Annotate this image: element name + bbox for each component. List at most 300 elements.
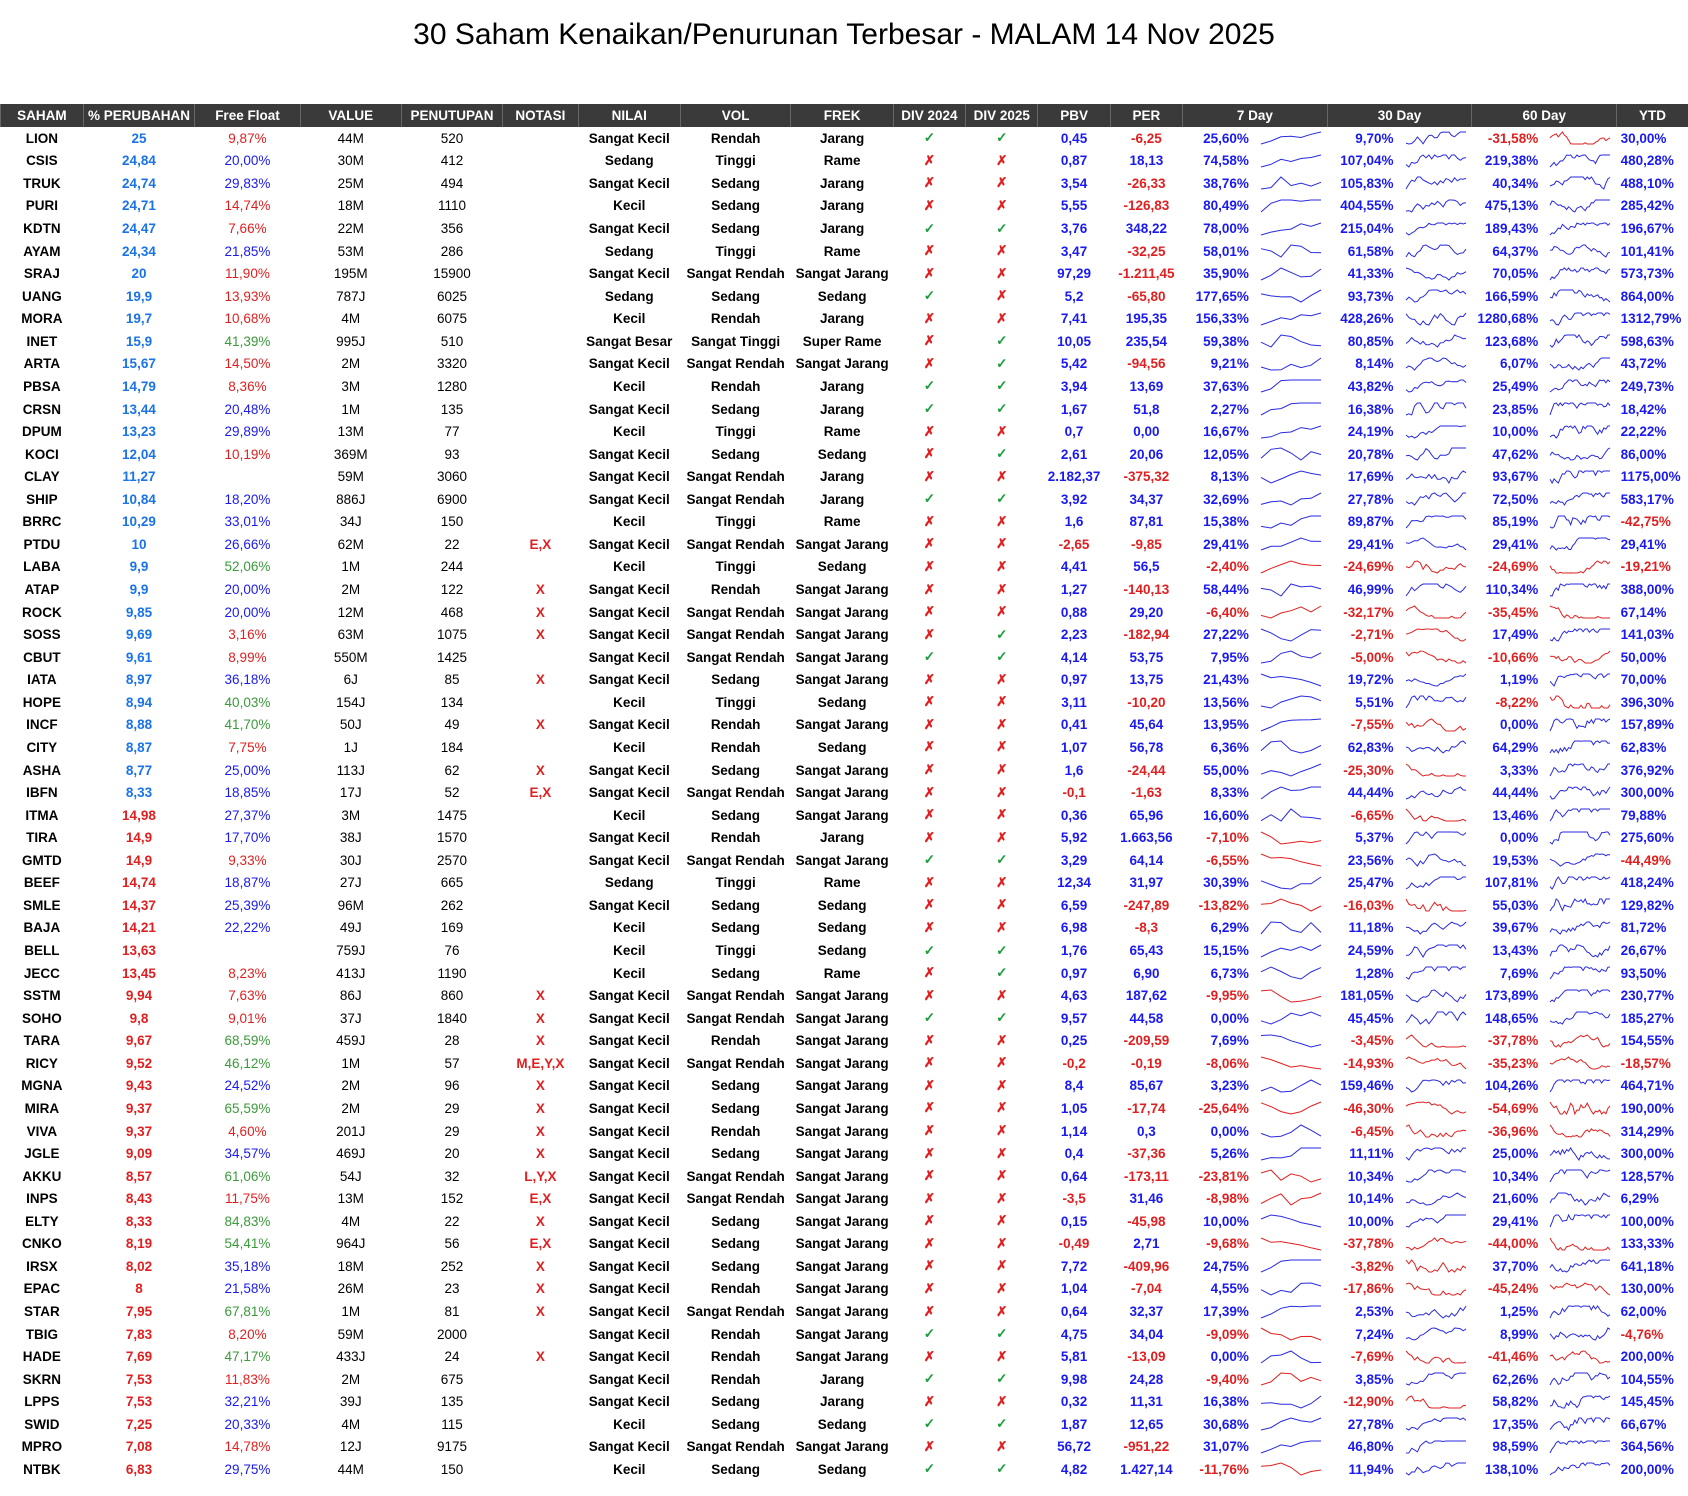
cell-penutupan: 150: [440, 514, 464, 530]
sparkline-cell: [1400, 1142, 1472, 1165]
cell-value: 154J: [336, 694, 366, 710]
cell-value: 59M: [337, 1326, 364, 1342]
sparkline-line: [1550, 245, 1610, 257]
cell-free-float: 11,83%: [225, 1371, 270, 1387]
sparkline-chart: [1404, 1077, 1468, 1095]
sparkline-chart: [1404, 761, 1468, 779]
cell-frek: Sangat Jarang: [795, 717, 889, 733]
cell-nilai: Kecil: [613, 965, 646, 981]
cell-60-day: 21,60%: [1492, 1191, 1539, 1207]
cell-value: 53M: [337, 243, 364, 259]
cell-pbv: 2,61: [1060, 446, 1088, 462]
cell-30-day: 27,78%: [1347, 1416, 1394, 1432]
cell-value: 54J: [339, 1168, 362, 1184]
sparkline-cell: [1544, 1300, 1616, 1323]
cell-30-day: 80,85%: [1347, 333, 1394, 349]
sparkline-cell: [1255, 353, 1327, 376]
sparkline-cell: [1544, 1255, 1616, 1278]
col-header-per: PER: [1110, 104, 1182, 127]
cell-penutupan: 115: [441, 1416, 463, 1432]
cell-penutupan: 1475: [437, 807, 468, 823]
cell-saham: LABA: [23, 559, 61, 575]
cell-free-float: 7,63%: [228, 988, 267, 1004]
check-icon: ✓: [996, 626, 1008, 642]
cell-30-day: -3,82%: [1350, 1258, 1394, 1274]
cell-per: -45,98: [1127, 1213, 1166, 1229]
sparkline-chart: [1259, 265, 1323, 283]
cross-icon: ✗: [923, 919, 936, 935]
cell-frek: Rame: [823, 243, 861, 259]
sparkline-cell: [1544, 623, 1616, 646]
cell-ytd: 418,24%: [1620, 875, 1674, 891]
cell-vol: Sedang: [711, 288, 761, 304]
cell-notasi: [503, 556, 578, 579]
cell-30-day: 23,56%: [1347, 852, 1394, 868]
sparkline-chart: [1548, 716, 1612, 734]
sparkline-cell: [1400, 285, 1472, 308]
cell-notasi: [503, 127, 578, 150]
sparkline-cell: [1544, 691, 1616, 714]
sparkline-chart: [1404, 1190, 1468, 1208]
sparkline-chart: [1404, 1325, 1468, 1343]
cell-perubahan: 14,9: [125, 852, 153, 868]
cell-vol: Tinggi: [715, 424, 756, 440]
cell-pbv: 3,76: [1060, 221, 1088, 237]
sparkline-chart: [1259, 581, 1323, 599]
cell-ytd: 66,67%: [1620, 1416, 1667, 1432]
sparkline-line: [1550, 1102, 1610, 1114]
cell-nilai: Sangat Kecil: [588, 1078, 670, 1094]
col-header-value: VALUE: [300, 104, 401, 127]
cell-30-day: 27,78%: [1347, 491, 1394, 507]
cell-frek: Sedang: [817, 897, 867, 913]
cell-7-day: 27,22%: [1203, 627, 1249, 643]
cell-perubahan: 8,43: [125, 1191, 153, 1207]
check-icon: ✓: [996, 401, 1008, 417]
cell-per: -140,13: [1123, 582, 1170, 598]
sparkline-line: [1550, 629, 1610, 641]
sparkline-cell: [1544, 1458, 1616, 1481]
sparkline-line: [1406, 380, 1466, 392]
sparkline-cell: [1544, 1142, 1616, 1165]
cell-penutupan: 169: [440, 920, 464, 936]
col-header-div-2024: DIV 2024: [893, 104, 965, 127]
cell-30-day: 89,87%: [1347, 514, 1394, 530]
cell-penutupan: 135: [440, 1394, 464, 1410]
sparkline-line: [1550, 651, 1610, 663]
cell-pbv: 0,45: [1060, 130, 1088, 146]
cross-icon: ✗: [996, 581, 1008, 597]
sparkline-cell: [1255, 420, 1327, 443]
cell-7-day: 80,49%: [1203, 198, 1249, 214]
cell-60-day: 138,10%: [1484, 1461, 1539, 1477]
sparkline-chart: [1404, 1145, 1468, 1163]
sparkline-line: [1261, 967, 1321, 979]
cross-icon: ✗: [996, 874, 1008, 890]
table-row: [1, 1255, 1688, 1278]
cell-30-day: 16,38%: [1347, 401, 1394, 417]
sparkline-line: [1261, 380, 1321, 392]
sparkline-chart: [1259, 919, 1323, 937]
cell-pbv: -0,1: [1062, 785, 1086, 801]
sparkline-cell: [1255, 962, 1327, 985]
sparkline-cell: [1255, 1142, 1327, 1165]
cell-30-day: 11,11%: [1349, 1146, 1394, 1162]
sparkline-cell: [1544, 511, 1616, 534]
cell-value: 30M: [337, 153, 364, 169]
sparkline-line: [1406, 516, 1466, 528]
sparkline-chart: [1259, 1122, 1323, 1140]
sparkline-cell: [1544, 1120, 1616, 1143]
cell-penutupan: 62: [444, 762, 460, 778]
sparkline-line: [1261, 1193, 1321, 1205]
cell-nilai: Sangat Kecil: [588, 649, 670, 665]
cell-vol: Sangat Rendah: [686, 604, 785, 620]
cell-30-day: 5,51%: [1355, 694, 1394, 710]
sparkline-cell: [1544, 872, 1616, 895]
sparkline-line: [1261, 1373, 1321, 1385]
cell-per: 20,06: [1129, 446, 1164, 462]
cell-per: 65,43: [1129, 943, 1164, 959]
cell-notasi: [503, 826, 578, 849]
cell-30-day: 8,14%: [1355, 356, 1394, 372]
cell-ytd: 190,00%: [1620, 1100, 1674, 1116]
cell-ytd: 480,28%: [1620, 153, 1674, 169]
cell-notasi: [503, 195, 578, 218]
sparkline-cell: [1400, 1075, 1472, 1098]
table-row: [1, 127, 1688, 150]
sparkline-chart: [1404, 738, 1468, 756]
cross-icon: ✗: [923, 355, 936, 371]
cell-value: 787J: [336, 288, 366, 304]
sparkline-chart: [1404, 829, 1468, 847]
cell-free-float: 9,87%: [228, 130, 267, 146]
cell-nilai: Sangat Kecil: [588, 1010, 670, 1026]
sparkline-chart: [1259, 174, 1323, 192]
cell-nilai: Sangat Kecil: [588, 852, 670, 868]
sparkline-line: [1406, 1260, 1466, 1272]
sparkline-line: [1261, 1351, 1321, 1363]
check-icon: ✓: [923, 1371, 936, 1387]
cell-30-day: 428,26%: [1340, 311, 1394, 327]
cell-notasi: X: [535, 1100, 545, 1116]
sparkline-cell: [1400, 691, 1472, 714]
cell-frek: Sangat Jarang: [795, 1281, 889, 1297]
cross-icon: ✗: [923, 694, 936, 710]
cell-penutupan: 1280: [437, 378, 468, 394]
cell-notasi: [503, 172, 578, 195]
cross-icon: ✗: [996, 265, 1008, 281]
sparkline-chart: [1404, 851, 1468, 869]
sparkline-cell: [1255, 1323, 1327, 1346]
cell-frek: Jarang: [819, 198, 865, 214]
cell-perubahan: 14,37: [122, 897, 156, 913]
sparkline-chart: [1548, 761, 1612, 779]
sparkline-line: [1261, 268, 1321, 280]
cell-value: 964J: [336, 1236, 366, 1252]
sparkline-cell: [1255, 1120, 1327, 1143]
cell-vol: Tinggi: [715, 943, 756, 959]
cross-icon: ✗: [996, 1213, 1008, 1229]
cross-icon: ✗: [923, 807, 936, 823]
sparkline-line: [1261, 809, 1321, 821]
cell-per: 64,14: [1129, 852, 1164, 868]
cell-60-day: 173,89%: [1484, 988, 1539, 1004]
cell-nilai: Sangat Kecil: [588, 1146, 670, 1162]
sparkline-chart: [1404, 1370, 1468, 1388]
cell-pbv: 3,92: [1060, 491, 1088, 507]
cell-perubahan: 8,97: [125, 672, 153, 688]
sparkline-line: [1406, 990, 1466, 1002]
cell-ytd: 154,55%: [1620, 1033, 1674, 1049]
sparkline-cell: [1255, 1300, 1327, 1323]
sparkline-line: [1406, 696, 1466, 708]
sparkline-cell: [1544, 308, 1616, 331]
cell-value: 18M: [337, 1258, 364, 1274]
sparkline-chart: [1404, 806, 1468, 824]
cross-icon: ✗: [996, 1258, 1008, 1274]
table-row: [1, 443, 1688, 466]
sparkline-line: [1550, 471, 1610, 483]
check-icon: ✓: [923, 649, 936, 665]
cell-free-float: [195, 939, 300, 962]
table-row: [1, 1187, 1688, 1210]
table-row: [1, 1413, 1688, 1436]
table-row: [1, 240, 1688, 263]
cell-value: 1M: [341, 559, 361, 575]
cell-30-day: 9,70%: [1355, 130, 1394, 146]
cell-free-float: 4,60%: [228, 1123, 267, 1139]
cross-icon: ✗: [996, 1032, 1008, 1048]
sparkline-chart: [1259, 1212, 1323, 1230]
sparkline-chart: [1548, 332, 1612, 350]
cell-per: 13,69: [1129, 378, 1164, 394]
cell-per: 12,65: [1129, 1416, 1164, 1432]
cell-7-day: 16,60%: [1203, 807, 1249, 823]
cell-free-float: 29,83%: [224, 175, 271, 191]
sparkline-cell: [1255, 1413, 1327, 1436]
sparkline-chart: [1548, 220, 1612, 238]
cell-penutupan: 1570: [437, 830, 468, 846]
table-row: [1, 736, 1688, 759]
sparkline-cell: [1544, 601, 1616, 624]
cell-ytd: 230,77%: [1620, 988, 1674, 1004]
cell-notasi: [503, 488, 578, 511]
table-row: [1, 488, 1688, 511]
cell-notasi: [503, 1368, 578, 1391]
cell-vol: Sangat Rendah: [686, 988, 785, 1004]
cell-saham: BRRC: [22, 514, 62, 530]
cell-perubahan: 24,84: [122, 153, 156, 169]
sparkline-chart: [1404, 1212, 1468, 1230]
sparkline-cell: [1400, 781, 1472, 804]
cell-nilai: Sangat Kecil: [588, 627, 670, 643]
cell-frek: Sangat Jarang: [795, 807, 889, 823]
cell-7-day: 12,05%: [1203, 446, 1249, 462]
sparkline-cell: [1400, 262, 1472, 285]
sparkline-chart: [1404, 874, 1468, 892]
cell-saham: PURI: [25, 198, 58, 214]
cell-saham: SHIP: [26, 491, 58, 507]
sparkline-chart: [1259, 558, 1323, 576]
sparkline-line: [1550, 787, 1610, 799]
sparkline-line: [1261, 832, 1321, 844]
cell-value: 1M: [341, 401, 361, 417]
cell-penutupan: 2000: [437, 1326, 468, 1342]
cell-per: 44,58: [1129, 1010, 1164, 1026]
cell-saham: KOCI: [24, 446, 59, 462]
table-row: [1, 556, 1688, 579]
sparkline-cell: [1255, 398, 1327, 421]
cell-pbv: 1,76: [1060, 943, 1088, 959]
col-header-saham: SAHAM: [1, 104, 84, 127]
sparkline-line: [1550, 606, 1610, 618]
cell-60-day: -24,69%: [1487, 559, 1539, 575]
cell-7-day: -25,64%: [1198, 1100, 1249, 1116]
cell-notasi: [503, 465, 578, 488]
cell-perubahan: 9,69: [125, 627, 153, 643]
sparkline-line: [1550, 380, 1610, 392]
cell-penutupan: 286: [440, 243, 464, 259]
sparkline-cell: [1400, 195, 1472, 218]
sparkline-line: [1261, 1463, 1321, 1475]
sparkline-cell: [1400, 1278, 1472, 1301]
cell-value: 49J: [339, 920, 362, 936]
cell-penutupan: 3060: [437, 469, 468, 485]
sparkline-line: [1406, 1396, 1466, 1408]
cell-notasi: [503, 511, 578, 534]
sparkline-chart: [1259, 468, 1323, 486]
cell-value: 17J: [339, 785, 362, 801]
cell-per: 1.663,56: [1120, 830, 1173, 846]
sparkline-line: [1550, 1373, 1610, 1385]
cell-value: 34J: [339, 514, 362, 530]
sparkline-line: [1261, 1170, 1321, 1182]
cell-30-day: 5,37%: [1355, 830, 1394, 846]
cell-frek: Sangat Jarang: [795, 1100, 889, 1116]
sparkline-cell: [1544, 1436, 1616, 1459]
cell-ytd: 598,63%: [1620, 333, 1674, 349]
cell-value: 96M: [337, 897, 364, 913]
sparkline-line: [1550, 1057, 1610, 1069]
cell-notasi: [503, 646, 578, 669]
cell-notasi: [503, 420, 578, 443]
cell-perubahan: 12,04: [122, 446, 156, 462]
sparkline-line: [1406, 471, 1466, 483]
sparkline-line: [1406, 313, 1466, 325]
check-icon: ✓: [996, 355, 1008, 371]
cell-pbv: 0,41: [1060, 717, 1088, 733]
cell-vol: Rendah: [710, 1349, 761, 1365]
cell-notasi: [503, 330, 578, 353]
sparkline-line: [1406, 832, 1466, 844]
cell-60-day: 0,00%: [1499, 830, 1539, 846]
cell-frek: Sangat Jarang: [795, 1304, 889, 1320]
table-row: [1, 1233, 1688, 1256]
sparkline-cell: [1544, 420, 1616, 443]
cross-icon: ✗: [923, 716, 936, 732]
sparkline-chart: [1404, 1032, 1468, 1050]
cell-value: 38J: [339, 830, 362, 846]
cell-free-float: 18,85%: [224, 785, 271, 801]
cell-60-day: 25,49%: [1492, 378, 1539, 394]
cell-notasi: E,X: [529, 536, 552, 552]
cell-saham: IATA: [27, 672, 57, 688]
sparkline-cell: [1255, 1233, 1327, 1256]
cell-saham: MIRA: [24, 1100, 60, 1116]
check-icon: ✓: [923, 942, 936, 958]
cell-notasi: [503, 849, 578, 872]
cell-penutupan: 262: [440, 897, 464, 913]
sparkline-chart: [1548, 1054, 1612, 1072]
cell-7-day: -8,06%: [1206, 1055, 1249, 1071]
cell-7-day: -8,98%: [1206, 1191, 1249, 1207]
cell-saham: SMLE: [23, 897, 61, 913]
cell-nilai: Sangat Kecil: [588, 1055, 670, 1071]
cell-penutupan: 85: [444, 672, 460, 688]
sparkline-line: [1406, 674, 1466, 686]
cross-icon: ✗: [923, 1303, 936, 1319]
cell-60-day: -41,46%: [1487, 1349, 1539, 1365]
cell-pbv: 3,54: [1060, 175, 1088, 191]
cross-icon: ✗: [923, 581, 936, 597]
sparkline-cell: [1255, 511, 1327, 534]
cell-free-float: [195, 465, 300, 488]
cell-ytd: 285,42%: [1620, 198, 1674, 214]
cell-pbv: 1,07: [1060, 739, 1088, 755]
cell-penutupan: 6025: [437, 288, 468, 304]
cell-7-day: 13,56%: [1203, 694, 1249, 710]
table-row: [1, 1165, 1688, 1188]
sparkline-cell: [1400, 1413, 1472, 1436]
cell-60-day: -44,00%: [1487, 1236, 1539, 1252]
cell-vol: Tinggi: [715, 559, 756, 575]
cell-per: -126,83: [1123, 198, 1170, 214]
check-icon: ✓: [923, 130, 936, 146]
cell-nilai: Sangat Kecil: [588, 130, 670, 146]
sparkline-cell: [1255, 759, 1327, 782]
sparkline-cell: [1255, 1278, 1327, 1301]
cell-penutupan: 22: [444, 1213, 460, 1229]
cell-7-day: 0,00%: [1210, 1349, 1249, 1365]
cross-icon: ✗: [923, 1280, 936, 1296]
cell-value: 86J: [339, 988, 362, 1004]
sparkline-cell: [1400, 1120, 1472, 1143]
cell-7-day: 37,63%: [1203, 378, 1249, 394]
cell-penutupan: 29: [444, 1100, 460, 1116]
cell-notasi: [503, 308, 578, 331]
cell-60-day: 6,07%: [1499, 356, 1539, 372]
sparkline-chart: [1404, 558, 1468, 576]
cell-pbv: 0,97: [1060, 965, 1088, 981]
cell-nilai: Sangat Kecil: [588, 785, 670, 801]
cell-60-day: 85,19%: [1492, 514, 1539, 530]
sparkline-chart: [1259, 242, 1323, 260]
cell-nilai: Kecil: [613, 559, 646, 575]
cell-penutupan: 665: [440, 875, 464, 891]
sparkline-line: [1406, 629, 1466, 641]
sparkline-line: [1261, 561, 1321, 573]
cell-ytd: 104,55%: [1620, 1371, 1674, 1387]
sparkline-line: [1261, 177, 1321, 189]
cross-icon: ✗: [996, 152, 1008, 168]
cell-per: 56,78: [1129, 739, 1164, 755]
cell-ytd: -42,75%: [1620, 514, 1671, 530]
cell-30-day: -37,78%: [1343, 1236, 1394, 1252]
sparkline-cell: [1544, 1345, 1616, 1368]
cell-saham: CBUT: [23, 649, 61, 665]
cell-penutupan: 356: [440, 221, 464, 237]
